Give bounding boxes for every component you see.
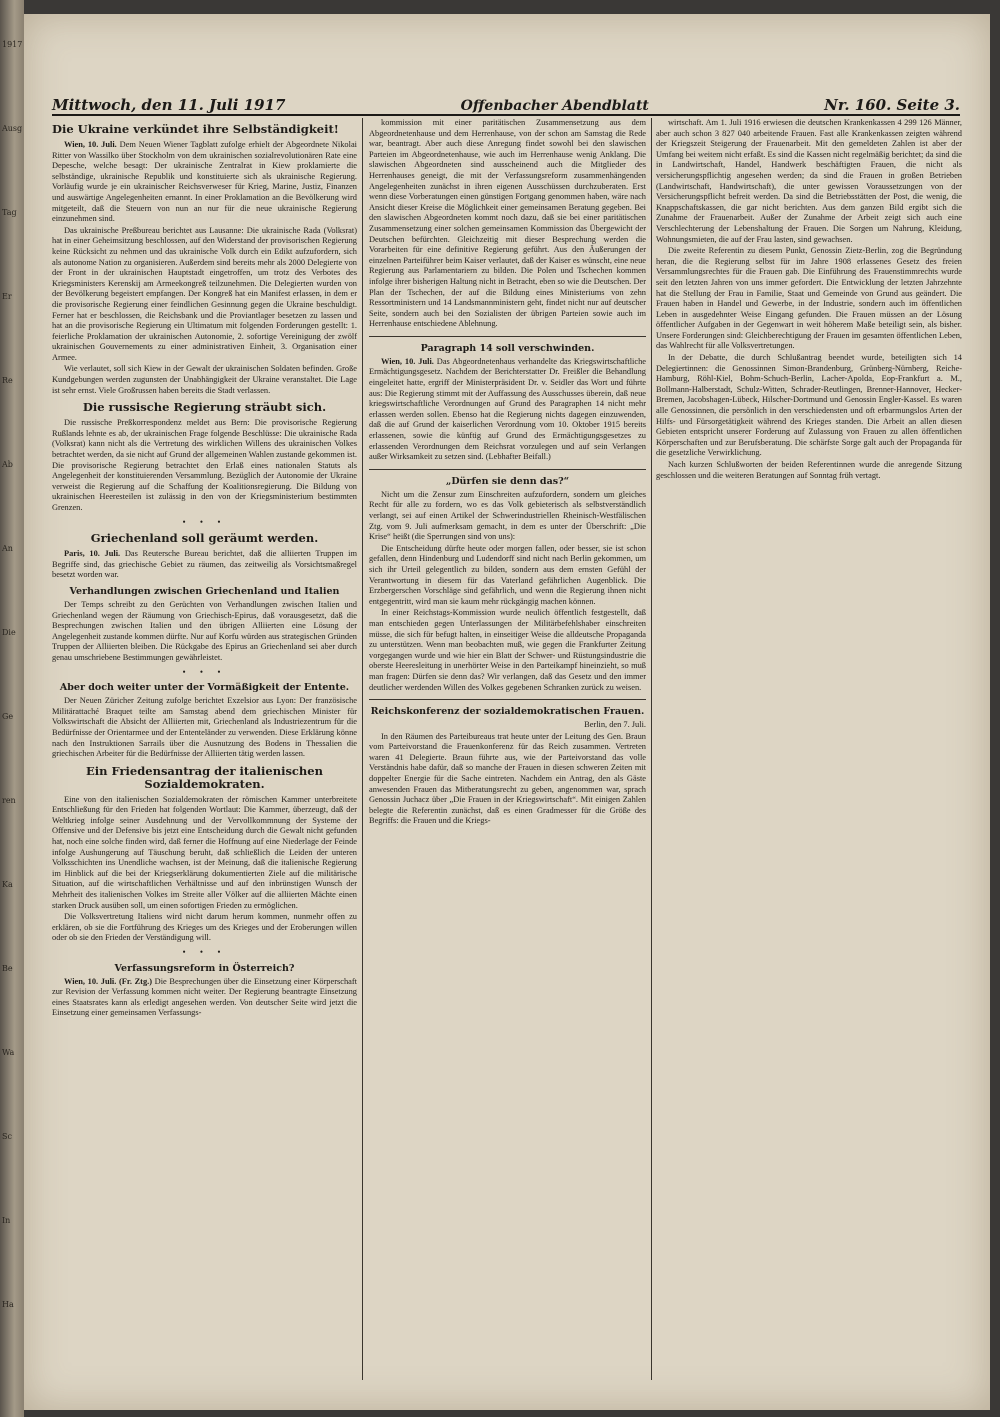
- edge-text-fragment: Be: [2, 964, 13, 973]
- headline-womens-conference: Reichskonferenz der sozialdemokratischen Frauen.: [370, 706, 645, 718]
- dateline: Wien, 10. Juli.: [64, 140, 117, 149]
- article-paragraph: Der Neuen Züricher Zeitung zufolge berichtet Exzelsior aus Lyon: Der französische Militärattaché Braquet teilte am Samstag abend dem griechischen Minister für Volkswirtschaft die Absicht der Alliierten mit, Griechenland als Industriezentrum für die Bedürfnisse der Orientarmee und der Ententeländer zu verwenden. Diese Erklärung könne nach den Instruktionen Sarrails über die Ausnutzung des Bodens in Thessalien die griechischen Arbeiter für die Bedürfnisse der Alliierten tätig werden lassen.: [52, 696, 357, 759]
- newspaper-page: [24, 14, 990, 1410]
- article-paragraph: In den Räumen des Parteibureaus trat heute unter der Leitung des Gen. Braun vom Parteivorstand die Frauenkonferenz für das Reich zusammen. Vertreten waren 41 Delegierte. Braun führte aus, wie der Parteivorstand das volle Verständnis habe dafür, daß so manche der Frauen in diesen schweren Zeiten mit doppelter Energie für die Sache eintreten. Nachdem ein Antrag, den als Gäste anwesenden Frauen das Mitberatungsrecht zu geben, angenommen war, sprach Genossin Juchacz über „Die Frauen in der Kriegswirtschaft“. Mit einigen Zahlen belegte die Referentin zunächst, daß es einen Gradmesser für die Größe des Begriffs: die Frauen und die Kriegs-: [369, 731, 646, 826]
- headline-ukraine: Die Ukraine verkündet ihre Selbständigkeit!: [52, 122, 339, 136]
- article-paragraph: Das ukrainische Preßbureau berichtet aus Lausanne: Die ukrainische Rada (Volksrat) hat in einer Geheimsitzung beschlossen, auf den Widerstand der provisorischen Regierung keine Rücksicht zu nehmen und das ukrainische Volk durch ein Edikt aufzufordern, sich als autonome Nation zu organisieren. Außerdem sind bereits mehr als 2000 Delegierte von der Front in der ukrainischen Hauptstadt eingetroffen, um trotz des Verbotes des Kriegsministers Kerenskij am Armeekongreß teilzunehmen. Die Delegierten wurden von der Bevölkerung begeistert empfangen. Der Kongreß hat ein Manifest erlassen, in dem er die provisorische Regierung einer feindlichen Gesinnung gegen die Ukraine beschuldigt. Ferner hat er beschlossen, die Reichsbank und die Proviantlager besetzen zu lassen und hat an die provisorische Regierung ein Ultimatum mit folgenden Forderungen gestellt: 1. feierliche Proklamation der ukrainischen Autonomie, 2. sofortige Vereinigung der zwölf ukrainischen Gouvernements zu einer administrativen Einheit, 3. Organisation einer Armee.: [52, 225, 357, 362]
- article-paragraph: Die Entscheidung dürfte heute oder morgen fallen, oder besser, sie ist schon gefallen, denn Hindenburg und Ludendorff sind nicht nach Berlin gekommen, um sich ihr Urteil gelegentlich zu bilden, sondern aus dem ernsten Gefühl der Verantwortung in diesem für das Vaterland gefährlichen Augenblick. Die Erzbergerschen Vorschläge sind gefährlich, und wenn die Regierung ihnen nicht entgegentritt, wird man sie kaum mehr rückgängig machen können.: [369, 543, 646, 606]
- divider: [369, 699, 646, 700]
- article-paragraph: kommission mit einer paritätischen Zusammensetzung aus dem Abgeordnetenhause und dem Herrenhause, von der schon am Samstag die Rede war, beantragt. Aber auch diese Anregung findet sowohl bei den slawischen Parteien im Abgeordnetenhause, wie auch im Herrenhause wenig Anklang. Die slawischen Abgeordneten sind ausscheinend auch die Mitglieder des Herrenhauses geneigt, die mit der Verfassungsreform zusammenhängenden Angelegenheiten zunächst in ihren eigenen Ausschüssen durchzuberaten. Erst wenn diese Vorberatungen einen günstigen Fortgang genommen haben, wäre nach Ansicht dieser Kreise die Möglichkeit einer gemeinsamen Beratung gegeben. Bei den slawischen Abgeordneten kommt noch dazu, daß sie bei einer paritätischen Zusammensetzung einer solchen gemeinsamen Kommission das Übergewicht der Deutschen befürchten. Gleichzeitig mit dieser Besprechung werden die Vorarbeiten für eine definitive Regierung geführt. Aus den Äußerungen der einzelnen Parteiführer beim Kaiser verlautet, daß der Kaiser es wünscht, eine neue Regierung aus Parlamentariern zu bilden. Die Polen und Tschechen kommen infolge ihrer bisherigen Haltung nicht in Betracht, eben so wie die Deutschen. Der Plan der Tschechen, der auf die Bildung eines Ministeriums von zehn Ressortministern und 14 Landsmannministern geht, findet nicht nur auf deutscher Seite, sondern auch bei den Sozialisten der übrigen Parteien sowie auch im Herrenhause entschiedene Ablehnung.: [369, 118, 646, 329]
- edge-text-fragment: Ka: [2, 880, 13, 889]
- article-paragraph: Die Volksvertretung Italiens wird nicht darum herum kommen, nunmehr offen zu erklären, ob sie die Fortführung des Krieges um des Krieges und der Eroberungen willen oder ob sie den Frieden der Verständigung will.: [52, 912, 357, 943]
- divider: [369, 469, 646, 470]
- divider: [369, 336, 646, 337]
- edge-text-fragment: Ge: [2, 712, 14, 721]
- article-text: Das Reutersche Bureau berichtet, daß die alliierten Truppen im Begriffe sind, das griechische Gebiet zu räumen, das zeitweilig als Vorsichtsmaßregel besetzt worden war.: [52, 549, 357, 580]
- masthead-date: Mittwoch, den 11. Juli 1917: [52, 96, 286, 114]
- article-paragraph: wirtschaft. Am 1. Juli 1916 erwiesen die deutschen Krankenkassen 4 299 126 Männer, aber auch schon 3 827 040 arbeitende Frauen. Fast alle Krankenkassen zeigten während der Kriegszeit Steigerung der Frauenarbeit. Mit den gemeldeten Zahlen ist aber der Umfang bei weitem nicht erfaßt. Es sind die Kassen nicht regelmäßig berichtet; da sind die in Landwirtschaft, Handel, Handwerk beschäftigten Frauen, die nicht als versicherungspflichtig angesehen werden; da sind die Frauen in großen Betrieben (Landwirtschaft, Handwirtschaft), die unter gewissen Voraussetzungen von der Versicherungspflicht befreit werden. Da sind die Betriebsstätten der Post, die wenig, die Knappschaftskassen, die gar nicht berichten. Aus dem ganzen Bild ergibt sich die Zunahme der Frauenarbeit. Außer der Zunahme der Arbeit zeigt sich auch eine Verschlechterung der Lebenshaltung der Frauen. Die Sorgen um Nahrung, Kleidung, Wohnungsmieten, die auf der Frau lasten, sind gewachsen.: [656, 118, 962, 244]
- dateline: Wien, 10. Juli.: [381, 356, 434, 366]
- edge-text-fragment: Ha: [2, 1300, 14, 1309]
- article-paragraph: Die russische Preßkorrespondenz meldet aus Bern: Die provisorische Regierung Rußlands lehnte es ab, der ukrainischen Frage folgende Beschlüsse: Die ukrainische Rada (Volksrat) kann nicht als die Vertretung des wirklichen Willens des ukrainischen Volkes betrachtet werden, da sie nicht auf Grund der allgemeinen Wahlen zustande gekommen ist. Die provisorische Regierung betrachtet den Erlaß eines nationalen Statuts als Angelegenheit der konstituierenden Versammlung. Bezüglich der Autonomie der Ukraine verweist die Regierung auf die Schaffung der Koalitionsregierung. Die Bildung von ukrainischen Heeresteilen ist zulässig in den von der Kriegsministerium bestimmten Grenzen.: [52, 418, 357, 512]
- separator: • • •: [182, 516, 227, 527]
- dateline: Paris, 10. Juli.: [64, 549, 121, 559]
- column-rule: [651, 118, 652, 1380]
- edge-text-fragment: An: [2, 544, 13, 553]
- column-rule: [362, 118, 363, 1380]
- edge-text-fragment: Tag: [2, 208, 17, 217]
- separator: • • •: [182, 947, 227, 957]
- headline-peace-motion: Ein Friedensantrag der italienischen Sozialdemokraten.: [86, 763, 323, 791]
- edge-text-fragment: Die: [2, 628, 16, 637]
- article-paragraph: [369, 357, 646, 463]
- edge-text-fragment: 1917: [2, 40, 23, 49]
- article-paragraph: Nicht um die Zensur zum Einschreiten aufzufordern, sondern um gleiches Recht für alle zu fordern, wo es das Volk gebieterisch als selbstverständlich verlangt, sei auf einen Artikel der Schwerindustriellen Rheinisch-Westfälischen Ztg. vom 9. Juli aufmerksam gemacht, in dem es unter der Überschrift: „Die Krise“ heißt (die Sperrungen sind von uns):: [369, 489, 646, 542]
- headline-greece-italy: Verhandlungen zwischen Griechenland und Italien: [69, 585, 340, 597]
- headline-austria-reform: Verfassungsreform in Österreich?: [114, 962, 295, 974]
- edge-text-fragment: Re: [2, 376, 13, 385]
- masthead-page-number: Nr. 160. Seite 3.: [824, 96, 960, 114]
- column-3: [656, 118, 962, 1380]
- article-paragraph: In einer Reichstags-Kommission wurde neulich öffentlich festgestellt, daß man entschieden gegen Unterlassungen der Militärbefehlshaber einschreiten müsse, die sich für befugt halten, in einseitiger Weise die alldeutsche Propaganda zu unterstützen. Wenn man beobachten muß, wie gegen die Frankfurter Zeitung vorgegangen wurde und wie hier ein Blatt der Schwer- und Rüstungsindustrie die oberste Heeresleitung in unerhörter Weise in den Parteikampf hineinzieht, so muß man fragen: Dürfen sie denn das? Wir verlangen, daß das Gesetz und den immer deutlicher werdenden Willen des Volkes gegebenen Schranken zurück zu weisen.: [369, 608, 646, 692]
- article-paragraph: Die zweite Referentin zu diesem Punkt, Genossin Zietz-Berlin, zog die Begründung heran, die die Regierung selbst für im Jahre 1908 erlassenes Gesetz des freien Versammlungsrechtes für die Frauen gab. Die Einführung des Frauenstimmrechts wurde seit den letzten Jahren von uns immer gefordert. Die Entwicklung der letzten Jahrzehnte hat die Stellung der Frau in Familie, Staat und Gemeinde von Grund aus geändert. Die Frauen haben in Handel und Gewerbe, in der Industrie, sondern auch im öffentlichen Leben in ausgedehnter Weise Eingang gefunden. Die Frauen müssen an der Lösung öffentlicher Aufgaben in der Gegenwart in weit höherem Maße beteiligt sein, als bisher. Unsere Forderungen sind: Gleichberechtigung der Frauen im gesamten öffentlichen Leben, das Wahlrecht für alle Volksvertretungen.: [656, 246, 962, 351]
- dateline: Berlin, den 7. Juli.: [584, 720, 646, 730]
- article-paragraph: Nach kurzen Schlußworten der beiden Referentinnen wurde die anregende Sitzung geschlossen und die weiteren Beratungen auf Sonntag früh vertagt.: [656, 460, 962, 480]
- article-text: Dem Neuen Wiener Tagblatt zufolge erhielt der Abgeordnete Nikolai Ritter von Wassilko über Stockholm von dem ukrainischen sozialrevolutionären Rate eine Depesche, welche besagt: Der ukrainische Zentralrat in Kiew proklamierte die selbständige, ukrainische Republik und konstituierte sich als ukrainische Regierung. Vorläufig wurde je ein ukrainischer Reichsverweser für Krieg, Marine, Justiz, Finanzen und auswärtige Angelegenheiten ernannt. In einer Proklamation an die Bevölkerung wird mitgeteilt, daß die Steuern von nun an nur für die neue ukrainische Regierung einzunehmen sind.: [52, 140, 357, 224]
- masthead-title: Offenbacher Abendblatt: [460, 98, 649, 114]
- dateline: Wien, 10. Juli. (Fr. Ztg.): [64, 976, 153, 986]
- article-paragraph: [52, 140, 357, 225]
- article-paragraph: Eine von den italienischen Sozialdemokraten der römischen Kammer unterbreitete Entschließung für den Frieden hat folgenden Wortlaut: Die Kammer, überzeugt, daß der Weltkrieg infolge seiner Ausdehnung und der Vervollkommnung der Systeme der Offensive und der Defensive bis jetzt eine Entscheidung durch die Gewalt nicht gefunden hat, noch eine solche finden wird, daß ferner die Hoffnung auf eine Niederlage der Feinde infolge Aushungerung auf Täuschung beruht, daß schließlich die Leiden der unteren Volksschichten ins Unendliche wachsen, ist der Meinung, daß die italienische Regierung im Hinblick auf die bei der Kriegserklärung dokumentierten Ziele auf die militärische Situation, auf die wirtschaftlichen Verhältnisse und auf den inbrünstigen Wunsch der Mehrheit des italienischen Volkes im Streite aller Völker auf die alliierten Mächte einen starken Druck ausüben soll, um einen sofortigen Frieden zu ermöglichen.: [52, 794, 357, 910]
- edge-text-fragment: Ab: [2, 460, 13, 469]
- article-paragraph: [52, 977, 357, 1019]
- previous-page-edge: [0, 0, 24, 1417]
- headline-russian-government: Die russische Regierung sträubt sich.: [82, 400, 327, 415]
- edge-text-fragment: Sc: [2, 1132, 12, 1141]
- edge-text-fragment: In: [2, 1216, 11, 1225]
- article-paragraph: Der Temps schreibt zu den Gerüchten von Verhandlungen zwischen Italien und Griechenland wegen der Räumung von Griechisch-Epirus, daß vorausgesetzt, daß die Besprechungen zwischen Italien und den übrigen Alliierten eine Lösung der Angelegenheit zustande kommen dürfte. Nur auf Korfu würden aus strategischen Gründen Truppen der Alliierten bleiben. Die Rückgabe des Epirus an Griechenland sei aber durch genau umschriebene Bestimmungen gewährleistet.: [52, 599, 357, 662]
- headline-paragraph-14: Paragraph 14 soll verschwinden.: [420, 342, 595, 354]
- article-paragraph: [52, 549, 357, 581]
- edge-text-fragment: Er: [2, 292, 12, 301]
- article-paragraph: Wie verlautet, soll sich Kiew in der Gewalt der ukrainischen Soldaten befinden. Große Kundgebungen werden zugunsten der Unabhängigkeit der Ukraine veranstaltet. Die Lage ist sehr ernst. Viele Großrussen haben bereits die Stadt verlassen.: [52, 364, 357, 395]
- headline-duerfen-sie: „Dürfen sie denn das?“: [445, 475, 570, 487]
- edge-text-fragment: Wa: [2, 1048, 15, 1057]
- article-text: Die Besprechungen über die Einsetzung einer Körperschaft zur Revision der Verfassung kommen nicht weiter. Der Regierung beantragte Einsetzung eines Staatsrates kann als erledigt angesehen werden. Von deutscher Seite wird jetzt die Einsetzung einer gemeinsamen Verfassungs-: [52, 976, 357, 1018]
- article-paragraph: In der Debatte, die durch Schlußantrag beendet wurde, beteiligten sich 14 Delegiertinnen: die Genossinnen Simon-Brandenburg, Grünberg-Nürnberg, Reiche-Hamburg, Röhl-Kiel, Bohm-Schuch-Berlin, Lacher-Apolda, Eop-Frankfurt a. M., Bollmann-Halberstadt, Schulz-Witten, Schrader-Reutlingen, Brenner-Hannover, Hecker-Bremen, Jacobshagen-Lübeck, Hilscher-Dortmund und Genossin Engler-Kassel. Es waren alle Genossinnen, die persönlich in den verschiedensten und oft erbarmungslos Arten der Hilfs- und Fürsorgetätigkeit während des Krieges standen. Die Arbeit an allen diesen Gebieten entspricht unserer Forderung auf Zulassung von Frauen zu allen öffentlichen Körperschaften und zur Berufsberatung. Die schärfste Sorge galt auch der Propaganda für die gesetzliche Verwirklichung.: [656, 353, 962, 458]
- separator: • • •: [182, 666, 227, 677]
- headline-entente: Aber doch weiter unter der Vormäßigkeit der Entente.: [59, 682, 350, 694]
- edge-text-fragment: ren: [2, 796, 16, 805]
- column-2: [369, 118, 646, 1380]
- article-text: Das Abgeordnetenhaus verhandelte das Kriegswirtschaftliche Ermächtigungsgesetz. Nachdem der Berichterstatter Dr. Freißler die Behandlung eingeleitet hatte, ergriff der Ministerpräsident Dr. v. Seidler das Wort und führte aus: Die Regierung stimmt mit der Auffassung des Ausschusses überein, daß neue kriegswirtschaftliche Verordnungen auf Grund des Paragraphen 14 nicht mehr erlassen werden sollen. Ebenso hat die Regierung nichts dagegen einzuwenden, daß die auf Grund der kaiserlichen Verordnung vom 10. Oktober 1915 bereits erlassenen, sowie die künftig auf Grund des Ermächtigungsgesetzes zu erlassenden Verordnungen dem Reichsrat vorzulegen und auf sein Verlangen außer Wirksamkeit zu setzen sind. (Lebhafter Beifall.): [369, 356, 646, 462]
- headline-greece: Griechenland soll geräumt werden.: [90, 531, 319, 546]
- column-1: [52, 118, 357, 1380]
- masthead: [52, 90, 960, 116]
- edge-text-fragment: Ausg: [2, 124, 23, 133]
